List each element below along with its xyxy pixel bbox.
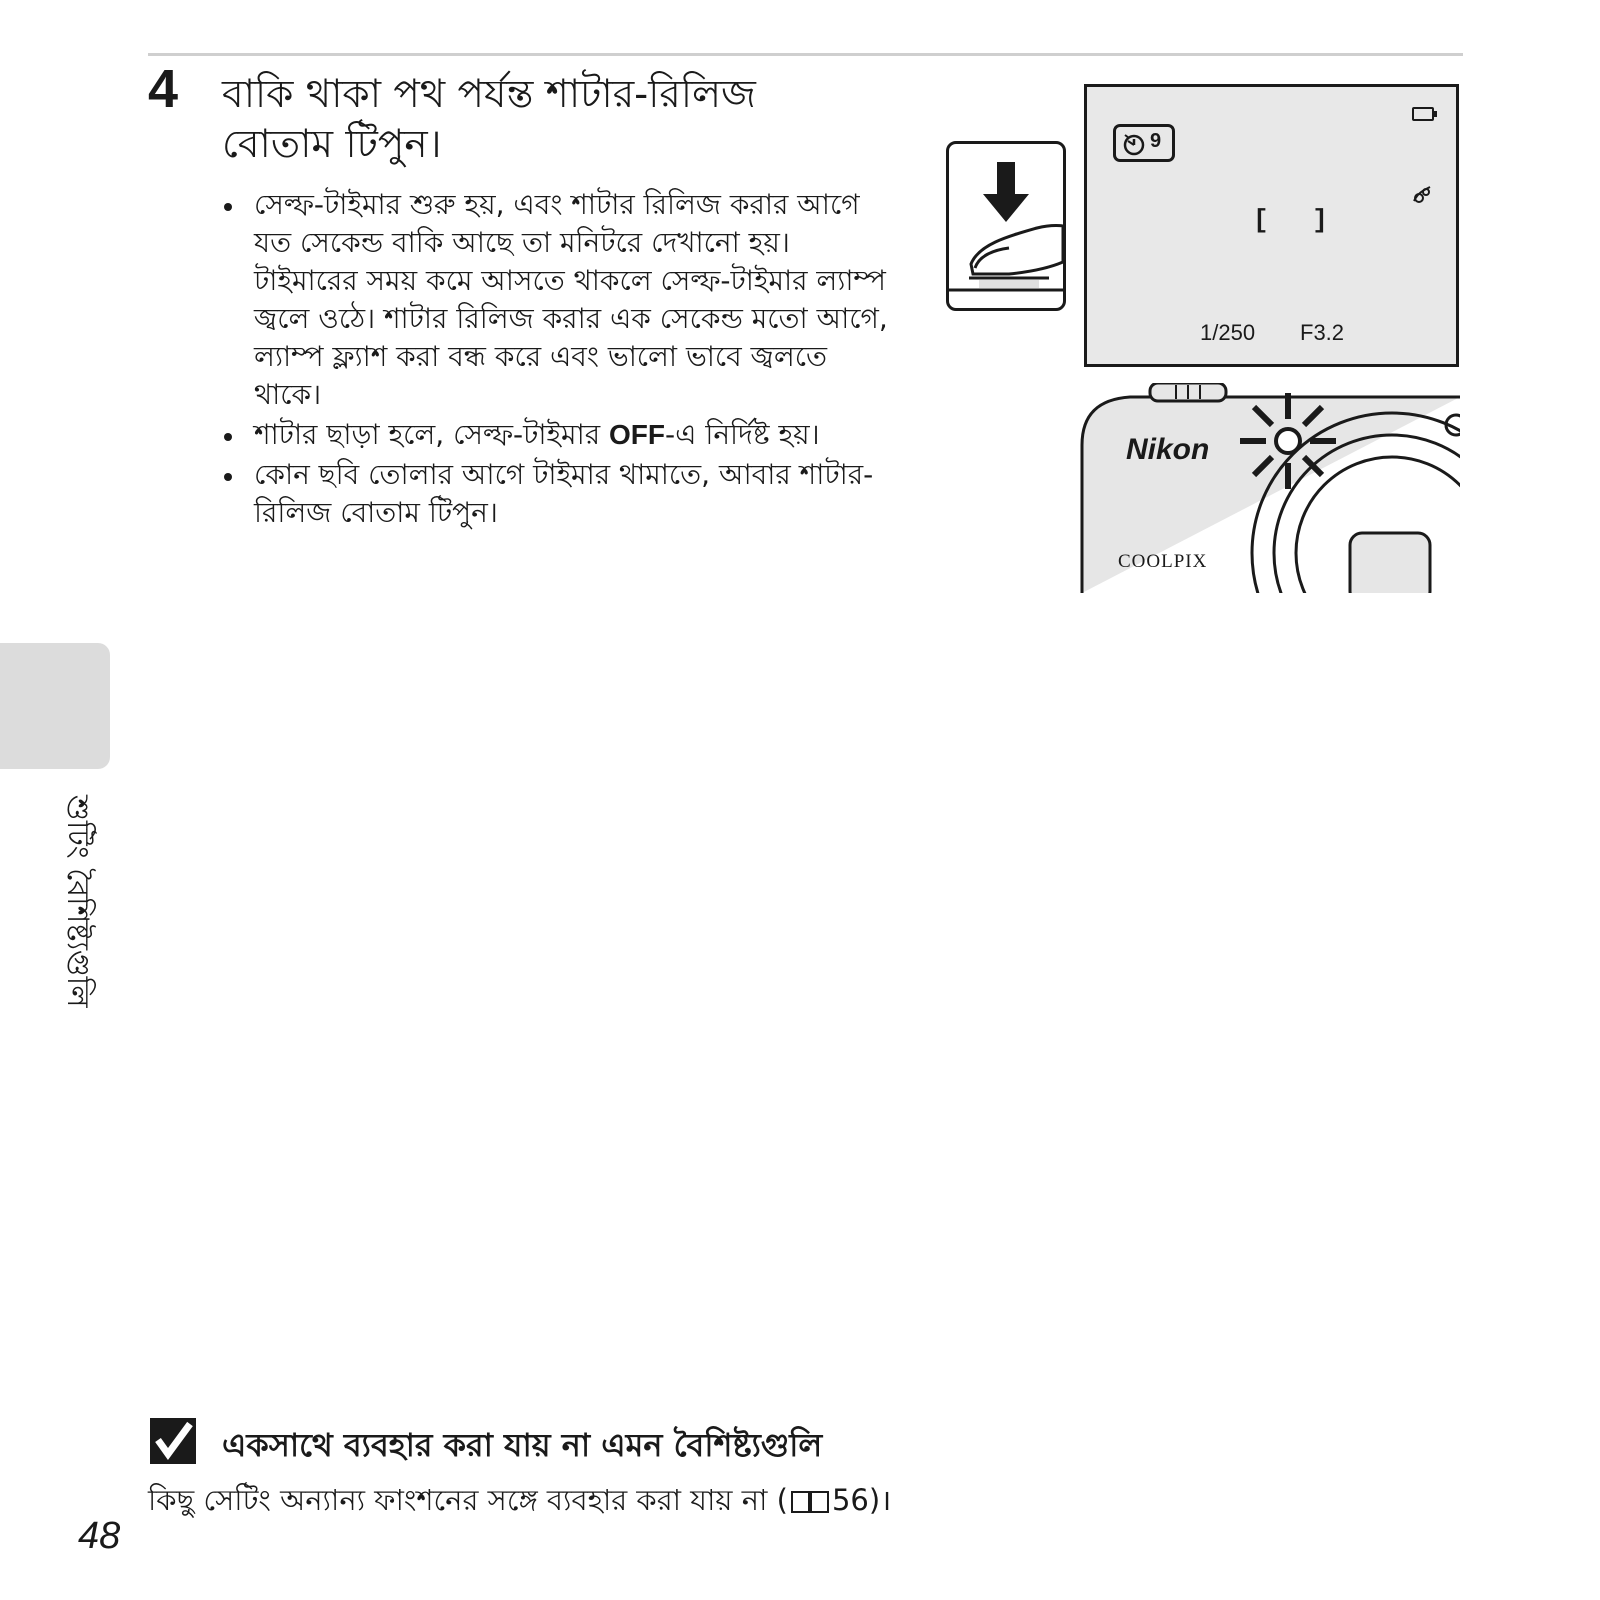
chapter-label: শুটিং বৈশিষ্ট্যগুলি bbox=[60, 795, 95, 1008]
camera-monitor bbox=[1084, 84, 1459, 367]
chapter-tab bbox=[0, 643, 110, 769]
note-body bbox=[148, 1478, 891, 1527]
note-heading: একসাথে ব্যবহার করা যায় না এমন বৈশিষ্ট্যগুলি bbox=[222, 1426, 823, 1464]
bullet-list bbox=[222, 186, 902, 532]
camera-illustration bbox=[1080, 383, 1460, 593]
check-note-icon bbox=[150, 1418, 196, 1464]
page-reference-link[interactable]: 56 bbox=[831, 1483, 869, 1517]
top-rule bbox=[148, 53, 1463, 56]
bullet-text: সেল্ফ-টাইমার শুরু হয়, এবং শাটার রিলিজ করার আগে যত সেকেন্ড বাকি আছে তা মনিটরে দেখানো হয়। টাইমারের সময় কমে আসতে থাকলে সেল্ফ-টাইমার ল্যাম্প জ্বলে ওঠে। শাটার রিলিজ করার এক সেকেন্ড মতো আগে, ল্যাম্প ফ্ল্যাশ করা বন্ধ করে এবং ভালো ভাবে জ্বলতে থাকে। bbox=[254, 188, 888, 411]
shutter-press-icon bbox=[946, 141, 1066, 311]
focus-area-bracket: [ ] bbox=[1253, 205, 1342, 235]
bullet-text: কোন ছবি তোলার আগে টাইমার থামাতে, আবার শাটার-রিলিজ বোতাম টিপুন। bbox=[254, 458, 874, 529]
page-number: 48 bbox=[78, 1515, 121, 1557]
note-text-start: কিছু সেটিং অন্যান্য ফাংশনের সঙ্গে ব্যবহার করা যায় না ( bbox=[148, 1483, 788, 1517]
camera-model: COOLPIX bbox=[1118, 551, 1208, 572]
bullet-item bbox=[222, 416, 902, 454]
book-icon bbox=[790, 1489, 830, 1515]
battery-icon bbox=[1412, 107, 1434, 121]
bullet-text-start: শাটার ছাড়া হলে, সেল্ফ-টাইমার bbox=[254, 418, 610, 451]
bullet-dot bbox=[224, 473, 232, 481]
vibration-reduction-icon bbox=[1410, 183, 1434, 207]
step-title: বাকি থাকা পথ পর্যন্ত শাটার-রিলিজ বোতাম টিপুন। bbox=[222, 72, 756, 167]
self-timer-badge bbox=[1113, 124, 1175, 162]
bullet-dot bbox=[224, 433, 232, 441]
timer-count: 9 bbox=[1150, 130, 1162, 152]
bullet-item bbox=[222, 186, 902, 414]
bullet-dot bbox=[224, 203, 232, 211]
bullet-item bbox=[222, 456, 902, 532]
camera-brand: Nikon bbox=[1126, 433, 1210, 466]
aperture-readout: F3.2 bbox=[1300, 320, 1345, 345]
off-label: OFF bbox=[609, 419, 666, 450]
shutter-speed-readout: 1/250 bbox=[1200, 320, 1256, 345]
step-number: 4 bbox=[148, 59, 179, 119]
note-text-end: )। bbox=[868, 1483, 892, 1517]
bullet-text-end: -এ নির্দিষ্ট হয়। bbox=[665, 418, 820, 451]
self-timer-icon bbox=[1122, 132, 1146, 156]
